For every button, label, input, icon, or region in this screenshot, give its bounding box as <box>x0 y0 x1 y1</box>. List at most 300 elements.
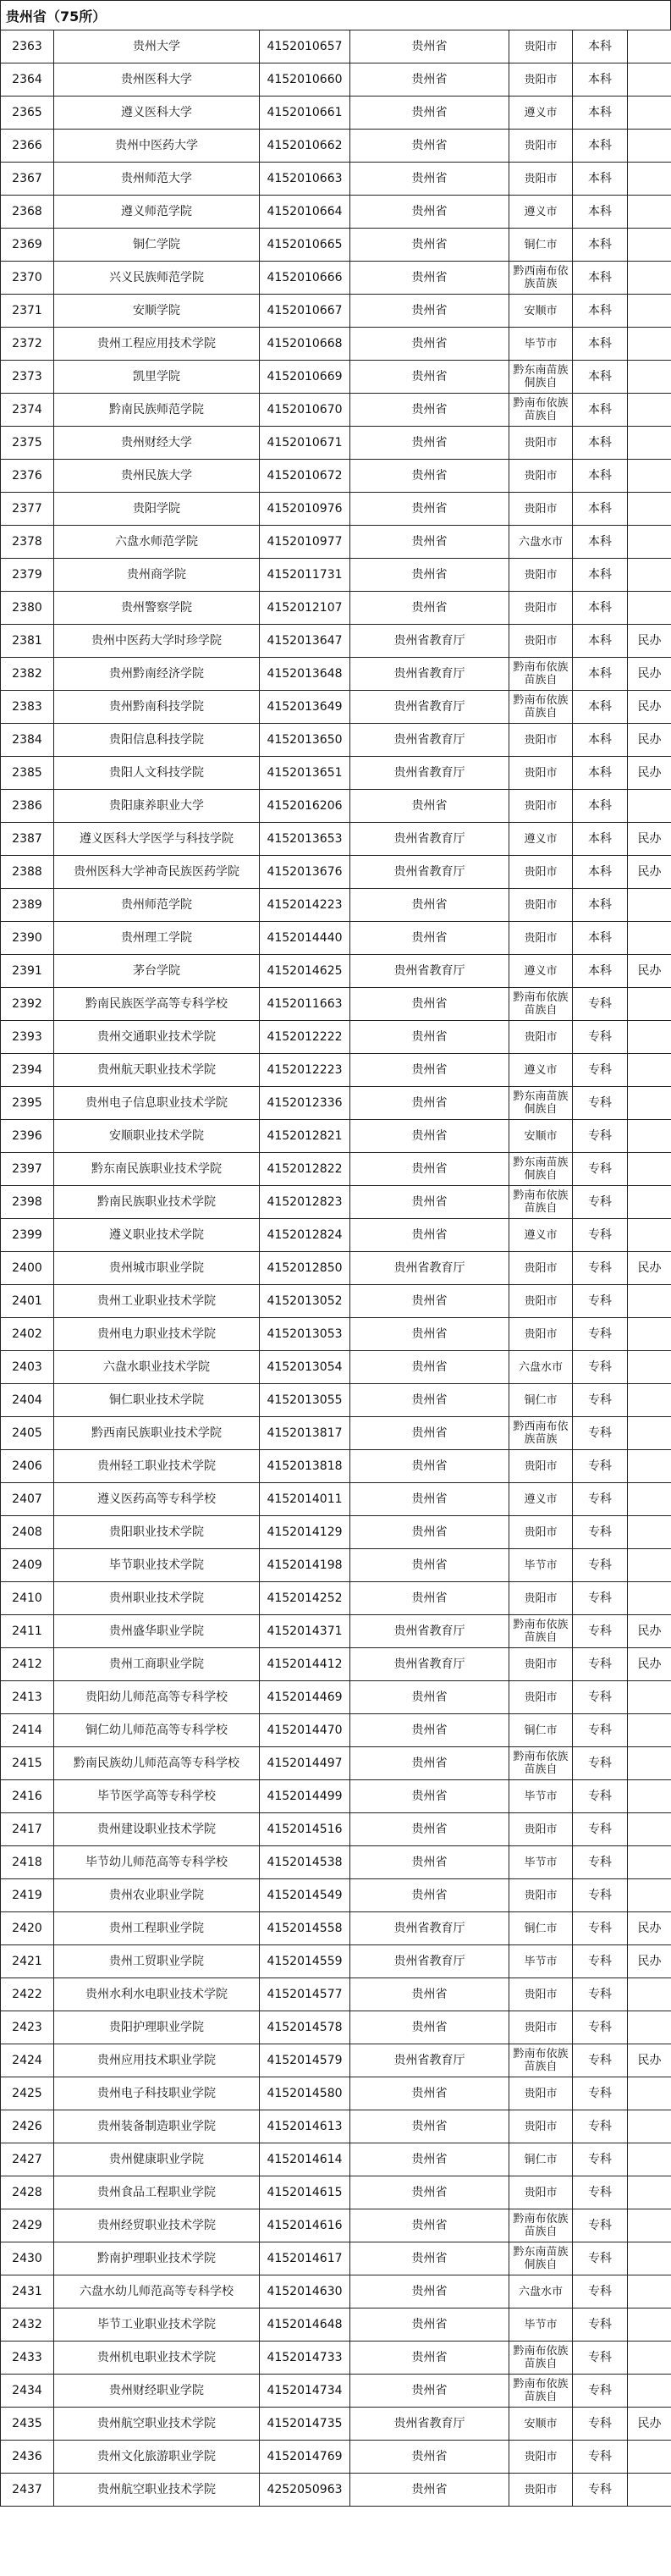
education-level: 专科 <box>573 1549 628 1582</box>
school-note <box>628 1417 671 1450</box>
education-level: 本科 <box>573 691 628 724</box>
table-row <box>1 889 671 922</box>
school-location: 遵义市 <box>509 1483 573 1516</box>
row-number: 2431 <box>1 2275 54 2308</box>
row-number: 2376 <box>1 460 54 493</box>
school-note <box>628 163 671 196</box>
school-name: 贵州黔南科技学院 <box>54 691 260 724</box>
table-row <box>1 1120 671 1153</box>
row-number: 2436 <box>1 2441 54 2474</box>
school-note <box>628 196 671 229</box>
school-note <box>628 1384 671 1417</box>
table-row <box>1 559 671 592</box>
row-number: 2432 <box>1 2308 54 2342</box>
supervising-department: 贵州省教育厅 <box>350 1648 509 1681</box>
row-number: 2401 <box>1 1285 54 1318</box>
school-name: 贵州工程职业学院 <box>54 1912 260 1945</box>
supervising-department: 贵州省 <box>350 1879 509 1912</box>
school-name: 黔南民族师范学院 <box>54 394 260 427</box>
school-note <box>628 1318 671 1351</box>
school-code: 4152014470 <box>260 1714 350 1747</box>
row-number: 2423 <box>1 2011 54 2044</box>
row-number: 2392 <box>1 988 54 1021</box>
school-name: 毕节工业职业技术学院 <box>54 2308 260 2342</box>
table-row <box>1 2143 671 2176</box>
school-name: 贵州电子信息职业技术学院 <box>54 1087 260 1120</box>
school-name: 凯里学院 <box>54 361 260 394</box>
school-note: 民办 <box>628 823 671 856</box>
school-code: 4152014580 <box>260 2077 350 2110</box>
education-level: 专科 <box>573 2176 628 2209</box>
school-name: 安顺职业技术学院 <box>54 1120 260 1153</box>
table-row <box>1 30 671 63</box>
supervising-department: 贵州省 <box>350 1516 509 1549</box>
school-note <box>628 1549 671 1582</box>
supervising-department: 贵州省 <box>350 229 509 262</box>
school-location: 遵义市 <box>509 1219 573 1252</box>
school-code: 4152013676 <box>260 856 350 889</box>
school-note <box>628 2209 671 2242</box>
school-code: 4152012850 <box>260 1252 350 1285</box>
school-name: 黔南民族职业技术学院 <box>54 1186 260 1219</box>
table-row <box>1 2408 671 2441</box>
table-row <box>1 790 671 823</box>
row-number: 2377 <box>1 493 54 526</box>
education-level: 本科 <box>573 328 628 361</box>
row-number: 2370 <box>1 262 54 295</box>
school-location: 贵阳市 <box>509 460 573 493</box>
row-number: 2388 <box>1 856 54 889</box>
school-note: 民办 <box>628 955 671 988</box>
supervising-department: 贵州省 <box>350 328 509 361</box>
supervising-department: 贵州省 <box>350 30 509 63</box>
school-name: 贵州中医药大学 <box>54 130 260 163</box>
school-name: 贵州装备制造职业学院 <box>54 2110 260 2143</box>
school-note <box>628 394 671 427</box>
school-note <box>628 1285 671 1318</box>
education-level: 专科 <box>573 1978 628 2011</box>
row-number: 2410 <box>1 1582 54 1615</box>
school-location: 贵阳市 <box>509 1978 573 2011</box>
supervising-department: 贵州省 <box>350 427 509 460</box>
supervising-department: 贵州省 <box>350 2209 509 2242</box>
education-level: 本科 <box>573 955 628 988</box>
supervising-department: 贵州省 <box>350 1186 509 1219</box>
table-row <box>1 460 671 493</box>
education-level: 专科 <box>573 2308 628 2342</box>
supervising-department: 贵州省教育厅 <box>350 625 509 658</box>
row-number: 2426 <box>1 2110 54 2143</box>
school-note: 民办 <box>628 1648 671 1681</box>
school-code: 4152014615 <box>260 2176 350 2209</box>
school-note: 民办 <box>628 1252 671 1285</box>
table-row <box>1 1813 671 1846</box>
table-row <box>1 2342 671 2375</box>
table-row <box>1 724 671 757</box>
school-location: 贵阳市 <box>509 1516 573 1549</box>
school-name: 毕节职业技术学院 <box>54 1549 260 1582</box>
school-name: 贵州医科大学 <box>54 63 260 97</box>
row-number: 2420 <box>1 1912 54 1945</box>
school-note <box>628 295 671 328</box>
row-number: 2412 <box>1 1648 54 1681</box>
education-level: 本科 <box>573 493 628 526</box>
school-location: 贵阳市 <box>509 1582 573 1615</box>
table-row <box>1 1780 671 1813</box>
school-note: 民办 <box>628 625 671 658</box>
school-code: 4152010660 <box>260 63 350 97</box>
table-row <box>1 1285 671 1318</box>
school-location: 贵阳市 <box>509 1021 573 1054</box>
supervising-department: 贵州省 <box>350 1681 509 1714</box>
education-level: 专科 <box>573 2011 628 2044</box>
school-location: 遵义市 <box>509 1054 573 1087</box>
school-name: 贵州职业技术学院 <box>54 1582 260 1615</box>
school-code: 4152014499 <box>260 1780 350 1813</box>
education-level: 本科 <box>573 526 628 559</box>
education-level: 专科 <box>573 2441 628 2474</box>
school-note <box>628 97 671 130</box>
school-location: 贵阳市 <box>509 757 573 790</box>
school-name: 贵州电子科技职业学院 <box>54 2077 260 2110</box>
school-name: 贵州商学院 <box>54 559 260 592</box>
table-row <box>1 1516 671 1549</box>
school-note <box>628 2375 671 2408</box>
school-name: 贵州工程应用技术学院 <box>54 328 260 361</box>
school-location: 贵阳市 <box>509 922 573 955</box>
school-name: 贵州理工学院 <box>54 922 260 955</box>
row-number: 2425 <box>1 2077 54 2110</box>
row-number: 2403 <box>1 1351 54 1384</box>
supervising-department: 贵州省 <box>350 2375 509 2408</box>
education-level: 本科 <box>573 658 628 691</box>
school-code: 4152013649 <box>260 691 350 724</box>
school-note <box>628 1516 671 1549</box>
school-code: 4152010668 <box>260 328 350 361</box>
school-name: 贵州应用技术职业学院 <box>54 2044 260 2077</box>
supervising-department: 贵州省教育厅 <box>350 757 509 790</box>
table-row <box>1 2375 671 2408</box>
supervising-department: 贵州省 <box>350 2077 509 2110</box>
school-note <box>628 2110 671 2143</box>
education-level: 本科 <box>573 460 628 493</box>
row-number: 2365 <box>1 97 54 130</box>
school-code: 4152014223 <box>260 889 350 922</box>
school-location: 毕节市 <box>509 1945 573 1978</box>
school-location: 贵阳市 <box>509 1252 573 1285</box>
school-location: 贵阳市 <box>509 1879 573 1912</box>
row-number: 2375 <box>1 427 54 460</box>
row-number: 2424 <box>1 2044 54 2077</box>
row-number: 2368 <box>1 196 54 229</box>
row-number: 2435 <box>1 2408 54 2441</box>
supervising-department: 贵州省 <box>350 1978 509 2011</box>
school-location: 贵阳市 <box>509 724 573 757</box>
school-code: 4152010669 <box>260 361 350 394</box>
supervising-department: 贵州省 <box>350 1087 509 1120</box>
school-name: 贵阳信息科技学院 <box>54 724 260 757</box>
supervising-department: 贵州省 <box>350 1351 509 1384</box>
school-note <box>628 2474 671 2507</box>
school-location: 贵阳市 <box>509 1648 573 1681</box>
school-note <box>628 1747 671 1780</box>
supervising-department: 贵州省教育厅 <box>350 1252 509 1285</box>
supervising-department: 贵州省 <box>350 97 509 130</box>
table-row <box>1 1153 671 1186</box>
school-code: 4152012822 <box>260 1153 350 1186</box>
school-note <box>628 1780 671 1813</box>
school-name: 贵州经贸职业技术学院 <box>54 2209 260 2242</box>
school-note <box>628 1021 671 1054</box>
row-number: 2418 <box>1 1846 54 1879</box>
school-table-body <box>1 30 671 2507</box>
education-level: 专科 <box>573 1615 628 1648</box>
table-row <box>1 1021 671 1054</box>
school-location: 黔南布依族苗族自 <box>509 2044 573 2077</box>
supervising-department: 贵州省 <box>350 394 509 427</box>
table-row <box>1 163 671 196</box>
education-level: 本科 <box>573 592 628 625</box>
school-code: 4152012821 <box>260 1120 350 1153</box>
school-code: 4152014613 <box>260 2110 350 2143</box>
row-number: 2389 <box>1 889 54 922</box>
education-level: 专科 <box>573 2143 628 2176</box>
school-location: 贵阳市 <box>509 2176 573 2209</box>
table-row <box>1 1450 671 1483</box>
supervising-department: 贵州省 <box>350 1219 509 1252</box>
table-row <box>1 1549 671 1582</box>
school-location: 贵阳市 <box>509 63 573 97</box>
school-note <box>628 2143 671 2176</box>
education-level: 专科 <box>573 1087 628 1120</box>
supervising-department: 贵州省 <box>350 1813 509 1846</box>
school-location: 毕节市 <box>509 328 573 361</box>
education-level: 专科 <box>573 1879 628 1912</box>
school-location: 黔南布依族苗族自 <box>509 394 573 427</box>
school-name: 贵州航空职业技术学院 <box>54 2408 260 2441</box>
school-code: 4152013055 <box>260 1384 350 1417</box>
school-name: 贵州航天职业技术学院 <box>54 1054 260 1087</box>
school-location: 贵阳市 <box>509 163 573 196</box>
table-row <box>1 2441 671 2474</box>
school-name: 茅台学院 <box>54 955 260 988</box>
supervising-department: 贵州省 <box>350 63 509 97</box>
education-level: 专科 <box>573 1054 628 1087</box>
table-row <box>1 295 671 328</box>
school-code: 4152013648 <box>260 658 350 691</box>
school-code: 4152014558 <box>260 1912 350 1945</box>
education-level: 专科 <box>573 2209 628 2242</box>
school-location: 贵阳市 <box>509 2110 573 2143</box>
school-location: 六盘水市 <box>509 526 573 559</box>
table-row <box>1 625 671 658</box>
school-location: 遵义市 <box>509 955 573 988</box>
table-row <box>1 1417 671 1450</box>
table-row <box>1 1582 671 1615</box>
row-number: 2399 <box>1 1219 54 1252</box>
school-note <box>628 2011 671 2044</box>
school-name: 贵州黔南经济学院 <box>54 658 260 691</box>
education-level: 本科 <box>573 196 628 229</box>
school-location: 毕节市 <box>509 1780 573 1813</box>
row-number: 2430 <box>1 2242 54 2275</box>
supervising-department: 贵州省 <box>350 2110 509 2143</box>
school-location: 贵阳市 <box>509 2077 573 2110</box>
supervising-department: 贵州省 <box>350 295 509 328</box>
education-level: 本科 <box>573 856 628 889</box>
school-name: 贵阳幼儿师范高等专科学校 <box>54 1681 260 1714</box>
school-note <box>628 559 671 592</box>
school-name: 贵州财经职业学院 <box>54 2375 260 2408</box>
school-code: 4152012223 <box>260 1054 350 1087</box>
school-code: 4152014735 <box>260 2408 350 2441</box>
school-code: 4152010670 <box>260 394 350 427</box>
supervising-department: 贵州省教育厅 <box>350 2044 509 2077</box>
school-name: 遵义医科大学 <box>54 97 260 130</box>
school-code: 4152014734 <box>260 2375 350 2408</box>
school-code: 4152014538 <box>260 1846 350 1879</box>
school-name: 毕节医学高等专科学校 <box>54 1780 260 1813</box>
school-code: 4152014625 <box>260 955 350 988</box>
school-location: 贵阳市 <box>509 625 573 658</box>
school-name: 遵义师范学院 <box>54 196 260 229</box>
school-note <box>628 1186 671 1219</box>
row-number: 2369 <box>1 229 54 262</box>
school-name: 黔西南民族职业技术学院 <box>54 1417 260 1450</box>
school-code: 4152013053 <box>260 1318 350 1351</box>
row-number: 2390 <box>1 922 54 955</box>
education-level: 专科 <box>573 1219 628 1252</box>
supervising-department: 贵州省 <box>350 2143 509 2176</box>
school-code: 4152011731 <box>260 559 350 592</box>
school-note <box>628 1054 671 1087</box>
school-code: 4152013052 <box>260 1285 350 1318</box>
table-row <box>1 1384 671 1417</box>
row-number: 2379 <box>1 559 54 592</box>
school-location: 毕节市 <box>509 1549 573 1582</box>
table-row <box>1 2176 671 2209</box>
school-name: 铜仁学院 <box>54 229 260 262</box>
supervising-department: 贵州省 <box>350 2342 509 2375</box>
education-level: 专科 <box>573 1483 628 1516</box>
table-row <box>1 130 671 163</box>
row-number: 2380 <box>1 592 54 625</box>
education-level: 专科 <box>573 2110 628 2143</box>
school-code: 4152014769 <box>260 2441 350 2474</box>
supervising-department: 贵州省 <box>350 2474 509 2507</box>
school-code: 4152014516 <box>260 1813 350 1846</box>
school-name: 六盘水师范学院 <box>54 526 260 559</box>
education-level: 本科 <box>573 361 628 394</box>
school-name: 毕节幼儿师范高等专科学校 <box>54 1846 260 1879</box>
school-note <box>628 1879 671 1912</box>
school-code: 4152014617 <box>260 2242 350 2275</box>
table-row <box>1 691 671 724</box>
education-level: 专科 <box>573 1648 628 1681</box>
education-level: 专科 <box>573 1681 628 1714</box>
school-location: 安顺市 <box>509 2408 573 2441</box>
school-note: 民办 <box>628 1615 671 1648</box>
school-code: 4152014630 <box>260 2275 350 2308</box>
education-level: 专科 <box>573 1714 628 1747</box>
table-row <box>1 1351 671 1384</box>
table-row <box>1 394 671 427</box>
school-note <box>628 1153 671 1186</box>
supervising-department: 贵州省 <box>350 1384 509 1417</box>
school-name: 贵州师范学院 <box>54 889 260 922</box>
school-note <box>628 229 671 262</box>
school-name: 贵阳职业技术学院 <box>54 1516 260 1549</box>
school-location: 贵阳市 <box>509 2474 573 2507</box>
row-number: 2429 <box>1 2209 54 2242</box>
table-row <box>1 2308 671 2342</box>
table-row <box>1 493 671 526</box>
row-number: 2397 <box>1 1153 54 1186</box>
education-level: 本科 <box>573 394 628 427</box>
supervising-department: 贵州省 <box>350 2308 509 2342</box>
row-number: 2411 <box>1 1615 54 1648</box>
school-code: 4152014577 <box>260 1978 350 2011</box>
table-row <box>1 922 671 955</box>
table-row <box>1 1879 671 1912</box>
table-row <box>1 1483 671 1516</box>
education-level: 专科 <box>573 1120 628 1153</box>
school-code: 4152010663 <box>260 163 350 196</box>
row-number: 2400 <box>1 1252 54 1285</box>
school-name: 贵州医科大学神奇民族医药学院 <box>54 856 260 889</box>
supervising-department: 贵州省 <box>350 889 509 922</box>
table-row <box>1 2242 671 2275</box>
table-row <box>1 262 671 295</box>
school-name: 贵州农业职业学院 <box>54 1879 260 1912</box>
education-level: 专科 <box>573 2242 628 2275</box>
school-location: 黔南布依族苗族自 <box>509 1186 573 1219</box>
school-location: 六盘水市 <box>509 2275 573 2308</box>
school-location: 贵阳市 <box>509 427 573 460</box>
table-row <box>1 526 671 559</box>
school-note <box>628 1813 671 1846</box>
table-row <box>1 2011 671 2044</box>
school-location: 黔东南苗族侗族自 <box>509 1087 573 1120</box>
row-number: 2378 <box>1 526 54 559</box>
school-note <box>628 1450 671 1483</box>
row-number: 2383 <box>1 691 54 724</box>
education-level: 专科 <box>573 1912 628 1945</box>
row-number: 2381 <box>1 625 54 658</box>
school-location: 贵阳市 <box>509 592 573 625</box>
school-note <box>628 2077 671 2110</box>
school-note: 民办 <box>628 2408 671 2441</box>
school-code: 4152010666 <box>260 262 350 295</box>
row-number: 2406 <box>1 1450 54 1483</box>
school-name: 贵州盛华职业学院 <box>54 1615 260 1648</box>
education-level: 专科 <box>573 1813 628 1846</box>
school-location: 贵阳市 <box>509 1285 573 1318</box>
supervising-department: 贵州省 <box>350 592 509 625</box>
school-note <box>628 1219 671 1252</box>
supervising-department: 贵州省教育厅 <box>350 955 509 988</box>
school-code: 4152013650 <box>260 724 350 757</box>
education-level: 专科 <box>573 1582 628 1615</box>
school-name: 贵州健康职业学院 <box>54 2143 260 2176</box>
school-name: 安顺学院 <box>54 295 260 328</box>
table-row <box>1 427 671 460</box>
row-number: 2437 <box>1 2474 54 2507</box>
school-note <box>628 262 671 295</box>
school-name: 贵州电力职业技术学院 <box>54 1318 260 1351</box>
school-name: 贵州民族大学 <box>54 460 260 493</box>
school-code: 4152014440 <box>260 922 350 955</box>
